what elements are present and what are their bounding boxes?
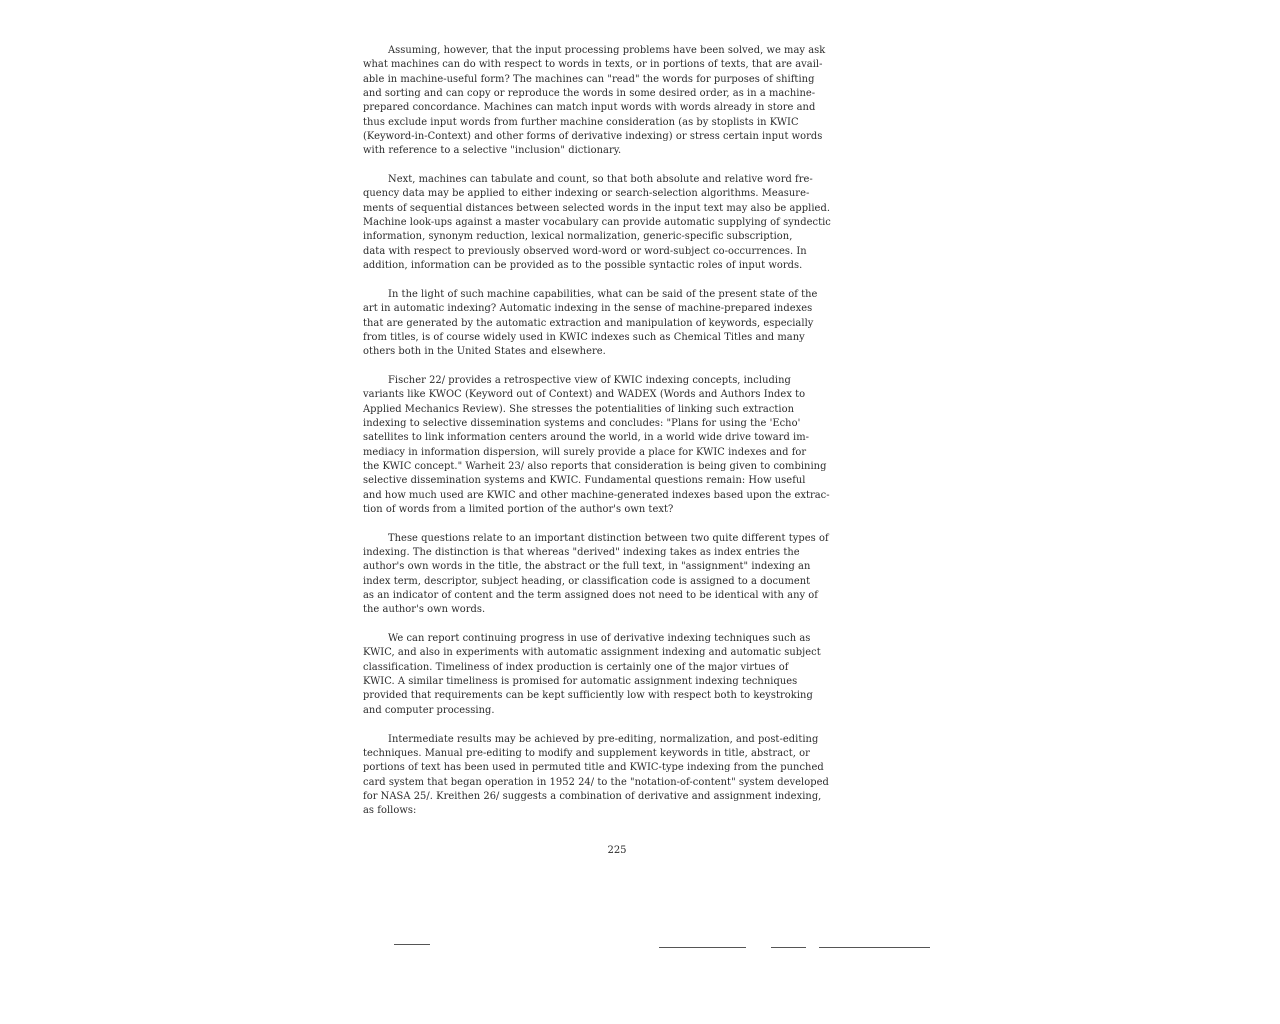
- text-line: Machine look-ups against a master vocabulary can provide automatic supplying of syndectic: [363, 217, 831, 229]
- paragraph-5: [363, 532, 879, 618]
- text-line: indexing to selective dissemination systems and concludes: "Plans for using the 'Echo': [363, 417, 801, 429]
- text-line: techniques. Manual pre-editing to modify and supplement keywords in title, abstract, or: [363, 747, 810, 759]
- text-line: We can report continuing progress in use of derivative indexing techniques such as: [388, 633, 811, 645]
- text-line: as an indicator of content and the term assigned does not need to be identical with any of: [363, 590, 819, 602]
- text-line: for NASA 25/. Kreithen 26/ suggests a combination of derivative and assignment indexing,: [363, 790, 822, 802]
- footer-rule: [819, 947, 930, 948]
- text-line: Fischer 22/ provides a retrospective view of KWIC indexing concepts, including: [388, 374, 791, 386]
- footer-rule: [771, 947, 806, 948]
- paragraph-6: [363, 632, 879, 718]
- text-line: with reference to a selective "inclusion" dictionary.: [363, 145, 622, 157]
- text-line: classification. Timeliness of index production is certainly one of the major virtues of: [363, 661, 789, 673]
- paragraph-2: [363, 173, 879, 273]
- text-line: Intermediate results may be achieved by pre-editing, normalization, and post-editing: [388, 733, 819, 745]
- body-text: [363, 44, 879, 833]
- text-line: art in automatic indexing? Automatic indexing in the sense of machine-prepared indexes: [363, 303, 813, 315]
- footer-rule: [394, 944, 430, 945]
- text-line: and how much used are KWIC and other machine-generated indexes based upon the extrac-: [363, 489, 830, 501]
- text-line: index term, descriptor, subject heading, or classification code is assigned to a document: [363, 575, 811, 587]
- text-line: Next, machines can tabulate and count, so that both absolute and relative word fre-: [388, 174, 813, 186]
- text-line: that are generated by the automatic extraction and manipulation of keywords, especially: [363, 317, 814, 329]
- text-line: addition, information can be provided as to the possible syntactic roles of input words.: [363, 260, 803, 272]
- paragraph-3: [363, 288, 879, 360]
- text-line: These questions relate to an important distinction between two quite different types of: [388, 532, 829, 544]
- text-line: ments of sequential distances between selected words in the input text may also be applied.: [363, 202, 831, 214]
- text-line: variants like KWOC (Keyword out of Context) and WADEX (Words and Authors Index to: [363, 389, 806, 401]
- text-line: data with respect to previously observed word-word or word-subject co-occurrences. In: [363, 245, 807, 257]
- paragraph-1: [363, 44, 879, 159]
- text-line: selective dissemination systems and KWIC. Fundamental questions remain: How useful: [363, 475, 806, 487]
- text-line: KWIC, and also in experiments with automatic assignment indexing and automatic subject: [363, 647, 821, 659]
- text-line: what machines can do with respect to words in texts, or in portions of texts, that are avail-: [363, 59, 823, 71]
- footer-rule: [659, 947, 746, 948]
- text-line: tion of words from a limited portion of the author's own text?: [363, 504, 674, 515]
- text-line: Assuming, however, that the input processing problems have been solved, we may ask: [388, 45, 826, 56]
- page-number: 225: [607, 845, 627, 856]
- text-line: able in machine-useful form? The machines can "read" the words for purposes of shifting: [363, 73, 815, 85]
- text-line: the KWIC concept." Warheit 23/ also reports that consideration is being given to combining: [363, 460, 827, 472]
- text-line: In the light of such machine capabilities, what can be said of the present state of the: [388, 288, 818, 300]
- paragraph-4: [363, 374, 879, 517]
- text-line: as follows:: [363, 805, 417, 817]
- text-line: and sorting and can copy or reproduce the words in some desired order, as in a machine-: [363, 88, 816, 100]
- text-line: author's own words in the title, the abstract or the full text, in "assignment" indexing an: [363, 561, 811, 573]
- text-line: satellites to link information centers around the world, in a world wide drive toward im-: [363, 432, 810, 444]
- text-line: prepared concordance. Machines can match input words with words already in store and: [363, 102, 816, 114]
- text-line: card system that began operation in 1952 24/ to the "notation-of-content" system developed: [363, 776, 829, 788]
- text-line: provided that requirements can be kept sufficiently low with respect both to keystroking: [363, 690, 813, 702]
- text-line: information, synonym reduction, lexical normalization, generic-specific subscription,: [363, 231, 793, 243]
- text-line: from titles, is of course widely used in KWIC indexes such as Chemical Titles and many: [363, 331, 805, 343]
- text-line: others both in the United States and elsewhere.: [363, 346, 606, 358]
- text-line: and computer processing.: [363, 704, 495, 716]
- text-line: quency data may be applied to either indexing or search-selection algorithms. Measure-: [363, 188, 810, 200]
- text-line: (Keyword-in-Context) and other forms of derivative indexing) or stress certain input words: [363, 131, 823, 143]
- text-line: indexing. The distinction is that whereas "derived" indexing takes as index entries the: [363, 547, 800, 559]
- text-line: Applied Mechanics Review). She stresses the potentialities of linking such extraction: [363, 403, 795, 415]
- text-line: the author's own words.: [363, 604, 486, 616]
- paragraph-7: [363, 733, 879, 819]
- text-line: mediacy in information dispersion, will surely provide a place for KWIC indexes and for: [363, 446, 807, 458]
- text-line: KWIC. A similar timeliness is promised for automatic assignment indexing techniques: [363, 676, 798, 688]
- text-line: thus exclude input words from further machine consideration (as by stoplists in KWIC: [363, 116, 799, 128]
- text-line: portions of text has been used in permuted title and KWIC-type indexing from the punched: [363, 762, 824, 774]
